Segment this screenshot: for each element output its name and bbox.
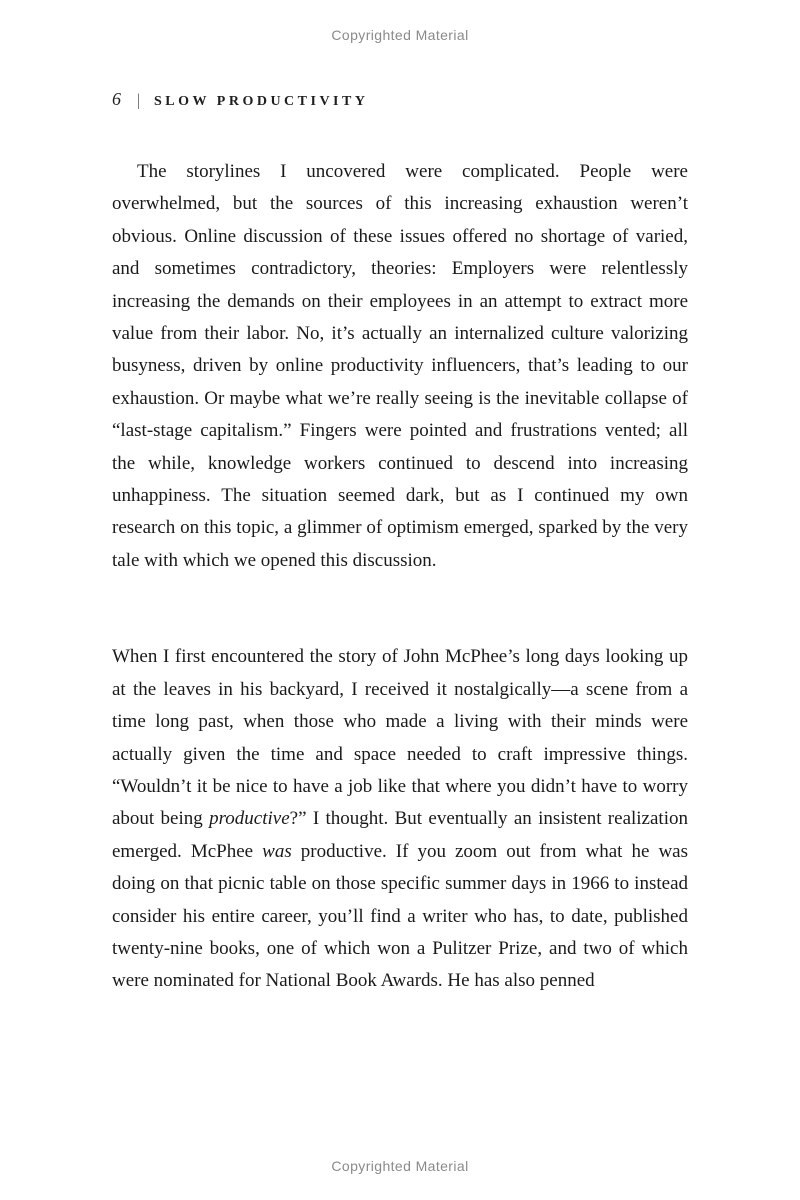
page-number: 6	[112, 89, 121, 109]
paragraph-2-text: When I first encountered the story of John McPhee’s long days looking up at the leaves in his backyard, I received it nostalgically—a scene from a time long past, when those who made a living with their minds were actually given the time and space needed to craft impressive things. “Wouldn’t it be nice to have a job like that where you didn’t have to worry about being	[112, 646, 688, 830]
paragraph-2	[112, 641, 688, 997]
italic-word-was: was	[262, 840, 292, 862]
running-header	[112, 89, 688, 110]
running-title: SLOW PRODUCTIVITY	[154, 94, 369, 109]
page-body	[112, 110, 688, 998]
copyright-notice-top: Copyrighted Material	[331, 27, 469, 43]
italic-word-productive: productive	[209, 808, 290, 830]
header-separator: |	[137, 91, 141, 111]
paragraph-2-text: ?” I thought. But eventually an insistent realization emerged. McPhee	[112, 808, 688, 862]
paragraph-1	[112, 156, 688, 577]
paragraph-1-text: The storylines I uncovered were complicated. People were overwhelmed, but the sources of this increasing exhaustion weren’t obvious. Online discussion of these issues offered no shortage of varied, and sometimes contradictory, theories: Employers were relentlessly increasing the demands on their employees in an attempt to extract more value from their labor. No, it’s actually an internalized culture valorizing busyness, driven by online productivity influencers, that’s leading to our exhaustion. Or maybe what we’re really seeing is the inevitable collapse of “last-stage capitalism.” Fingers were pointed and frustrations vented; all the while, knowledge workers continued to descend into increasing unhappiness. The situation seemed dark, but as I continued my own research on this topic, a glimmer of optimism emerged, sparked by the very tale with which we opened this discussion.	[112, 161, 688, 571]
copyright-notice-bottom: Copyrighted Material	[331, 1158, 469, 1174]
paragraph-2-text: productive. If you zoom out from what he was doing on that picnic table on those specific summer days in 1966 to instead consider his entire career, you’ll find a writer who has, to date, published twenty-nine books, one of which won a Pulitzer Prize, and two of which were nominated for National Book Awards. He has also penned	[112, 840, 688, 992]
